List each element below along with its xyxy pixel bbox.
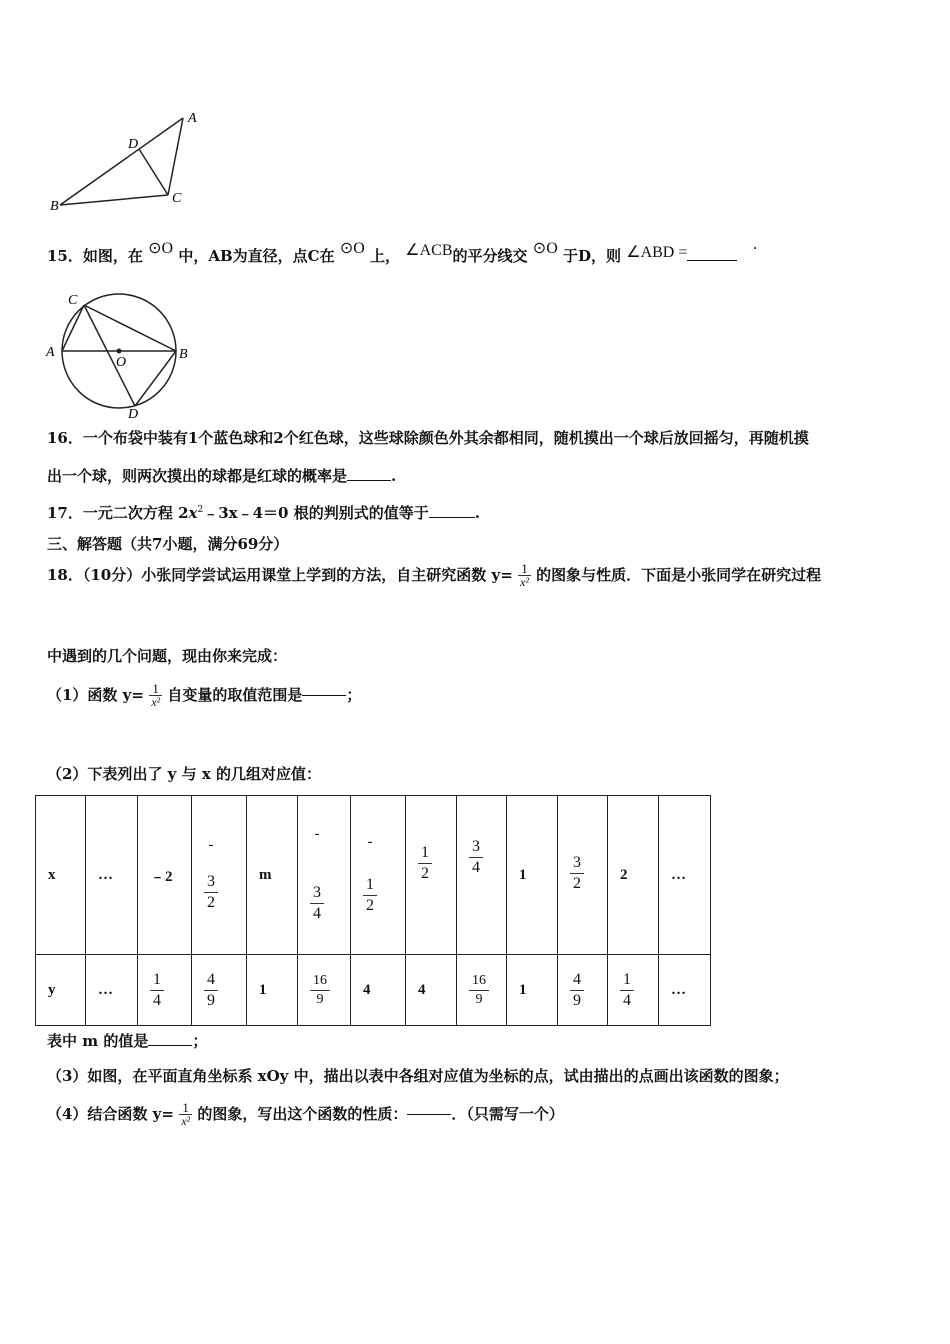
segment-dc <box>139 149 168 195</box>
table-row-y <box>36 955 711 1026</box>
answer-blank[interactable] <box>407 1114 451 1115</box>
y-value-4-9 <box>570 970 584 1011</box>
q16-end: . <box>391 467 397 485</box>
y-label: y <box>48 981 56 998</box>
chord-ac <box>62 305 84 351</box>
table-cell <box>247 955 298 1026</box>
numerator: 16 <box>472 972 486 988</box>
chord-cd <box>84 305 135 406</box>
denominator: 4 <box>620 990 634 1011</box>
y-value: 1 <box>259 981 267 998</box>
x-value-neg-3-4 <box>310 826 324 924</box>
numerator: 1 <box>623 970 631 988</box>
denominator: 9 <box>570 990 584 1011</box>
table-row-x <box>36 796 711 955</box>
answer-blank[interactable] <box>429 517 475 518</box>
table-cell <box>457 955 507 1026</box>
q15-text-5: 于D，则 <box>562 247 621 265</box>
x-label: x <box>48 866 56 883</box>
chord-bd <box>135 351 176 406</box>
table-cell <box>298 796 351 955</box>
label-d: D <box>128 407 139 420</box>
table-cell <box>351 796 406 955</box>
part1-text-2: 自变量的取值范围是 <box>167 686 303 704</box>
triangle-figure <box>40 100 220 220</box>
center-point <box>117 349 122 354</box>
table-cell <box>659 796 711 955</box>
table-cell <box>406 955 457 1026</box>
numerator: 4 <box>573 970 581 988</box>
minus-sign: - <box>314 826 320 842</box>
numerator: 4 <box>207 970 215 988</box>
x-value: ﹣2 <box>150 868 173 885</box>
ellipsis: … <box>671 981 686 998</box>
fraction-numerator: 1 <box>182 1100 189 1115</box>
y-value-4-9 <box>204 970 218 1011</box>
y-value-1-4 <box>150 970 164 1011</box>
y-value-16-9 <box>310 972 330 1009</box>
denominator: 4 <box>150 990 164 1011</box>
fraction <box>310 883 324 924</box>
table-cell <box>86 955 138 1026</box>
x-value-m: m <box>259 866 272 883</box>
denominator: 2 <box>363 895 377 916</box>
q17-exponent: 2 <box>197 505 204 515</box>
label-b: B <box>50 199 59 214</box>
denominator: 4 <box>310 903 324 924</box>
answer-blank[interactable] <box>687 260 737 261</box>
question-16-line-1: 16．一个布袋中装有1个蓝色球和2个红色球，这些球除颜色外其余都相同，随机摸出一个球后放回摇匀，再随机摸 <box>47 429 809 447</box>
q15-text-1: 如图，在 <box>82 247 143 265</box>
label-c: C <box>172 191 182 206</box>
table-cell <box>138 955 192 1026</box>
minus-sign: - <box>367 834 373 850</box>
label-b: B <box>179 347 188 362</box>
question-18-line-1 <box>47 562 821 588</box>
numerator: 16 <box>313 972 327 988</box>
part4-end: ．（只需写一个） <box>451 1105 564 1123</box>
table-cell <box>659 955 711 1026</box>
q16-text: 出一个球，则两次摸出的球都是红球的概率是 <box>47 467 348 485</box>
table-cell <box>36 796 86 955</box>
answer-blank[interactable] <box>148 1045 192 1046</box>
denominator: 9 <box>310 990 330 1009</box>
minus-sign: - <box>208 837 214 853</box>
numerator: 3 <box>313 884 321 901</box>
q17-text-2: ﹣3x﹣4＝0 根的判别式的值等于 <box>203 504 429 522</box>
table-cell <box>298 955 351 1026</box>
table-cell <box>192 955 247 1026</box>
q15-text-4: 的平分线交 <box>452 247 528 265</box>
section-title: 三、解答题（共7小题，满分69分） <box>47 535 289 553</box>
q15-text-3: 上， <box>370 247 401 265</box>
m-question-text: 表中 m 的值是 <box>47 1032 149 1050</box>
question-15 <box>47 239 758 267</box>
question-17 <box>47 500 480 523</box>
function-fraction <box>149 682 162 708</box>
part4-text-1: （4）结合函数 y= <box>47 1105 174 1123</box>
denominator: 4 <box>469 857 483 878</box>
question-18-line-2: 中遇到的几个问题，现由你来完成： <box>47 647 288 665</box>
label-a: A <box>46 345 55 360</box>
x-value: 1 <box>519 866 527 883</box>
ellipsis: … <box>98 981 113 998</box>
segment-bc <box>60 195 168 205</box>
ellipsis: … <box>98 866 113 883</box>
label-c: C <box>68 293 78 308</box>
chord-cb <box>84 305 176 351</box>
q15-text-2: 中，AB为直径，点C在 <box>178 247 335 265</box>
label-o: O <box>116 355 127 370</box>
x-value-1-2 <box>418 843 432 884</box>
table-cell <box>247 796 298 955</box>
label-a: A <box>188 111 197 126</box>
numerator: 1 <box>366 876 374 893</box>
question-18-part-3: （3）如图，在平面直角坐标系 xOy 中，描出以表中各组对应值为坐标的点，试由描出的点画出该函数的图象； <box>47 1067 789 1085</box>
table-cell <box>558 955 608 1026</box>
function-fraction <box>179 1101 192 1127</box>
fraction-numerator: 1 <box>521 561 528 576</box>
fraction-denominator: x² <box>520 575 529 589</box>
denominator: 2 <box>570 873 584 894</box>
circle-o-symbol: ⊙O <box>532 240 558 257</box>
part1-end: ； <box>346 686 362 704</box>
m-question-end: ； <box>192 1032 208 1050</box>
q15-end: · <box>752 239 758 257</box>
q15-number: 15． <box>47 247 83 265</box>
part1-text-1: （1）函数 y= <box>47 686 144 704</box>
answer-blank[interactable] <box>347 480 391 481</box>
segment-ac <box>168 118 183 195</box>
q17-text-1: 17．一元二次方程 2 <box>47 504 189 522</box>
table-cell <box>192 796 247 955</box>
y-value: 1 <box>519 981 527 998</box>
table-cell <box>406 796 457 955</box>
table-cell <box>507 955 558 1026</box>
m-question <box>47 1031 207 1051</box>
table-cell <box>608 796 659 955</box>
q18-text-2: 的图象与性质．下面是小张同学在研究过程 <box>536 566 822 584</box>
denominator: 9 <box>204 990 218 1011</box>
x-value-neg-3-2 <box>204 837 218 913</box>
fraction-numerator: 1 <box>152 681 159 696</box>
circle-o-symbol: ⊙O <box>339 240 365 257</box>
question-18-part-1 <box>47 682 361 708</box>
denominator: 2 <box>418 863 432 884</box>
fraction <box>363 875 377 916</box>
numerator: 3 <box>472 837 480 855</box>
table-cell <box>558 796 608 955</box>
x-value-neg-1-2 <box>363 834 377 916</box>
table-cell <box>138 796 192 955</box>
denominator: 9 <box>469 990 489 1009</box>
fraction-denominator: x² <box>151 695 161 709</box>
answer-blank[interactable] <box>302 695 346 696</box>
circle-o-symbol: ⊙O <box>148 240 174 257</box>
question-18-part-2: （2）下表列出了 y 与 x 的几组对应值： <box>47 765 321 783</box>
numerator: 1 <box>421 843 429 861</box>
table-cell <box>351 955 406 1026</box>
table-cell <box>36 955 86 1026</box>
table-cell <box>457 796 507 955</box>
numerator: 3 <box>573 853 581 871</box>
ellipsis: … <box>671 866 686 883</box>
x-value-3-2 <box>570 853 584 894</box>
q18-text-1: 18．（10分）小张同学尝试运用课堂上学到的方法，自主研究函数 y= <box>47 566 513 584</box>
table-cell <box>86 796 138 955</box>
question-16-line-2 <box>47 466 396 486</box>
table-cell <box>507 796 558 955</box>
fraction <box>204 872 218 913</box>
angle-acb-symbol: ∠ACB <box>405 242 453 259</box>
y-value-1-4 <box>620 970 634 1011</box>
function-fraction <box>518 562 531 588</box>
y-value-16-9 <box>469 972 489 1009</box>
x-value-3-4 <box>469 837 483 878</box>
y-value: 4 <box>418 981 426 998</box>
angle-abd-symbol: ∠ABD = <box>626 244 688 261</box>
fraction-denominator: x² <box>181 1114 191 1128</box>
numerator: 3 <box>207 873 215 890</box>
x-value: 2 <box>620 866 628 883</box>
question-18-part-4 <box>47 1101 564 1127</box>
table-cell <box>608 955 659 1026</box>
values-table <box>35 795 711 1026</box>
y-value: 4 <box>363 981 371 998</box>
label-d: D <box>128 137 139 152</box>
circle-figure <box>40 288 200 420</box>
q17-var-x: x <box>188 504 198 522</box>
numerator: 1 <box>153 970 161 988</box>
part4-text-2: 的图象，写出这个函数的性质： <box>197 1105 408 1123</box>
segment-ba <box>60 118 183 205</box>
denominator: 2 <box>204 892 218 913</box>
q17-end: . <box>474 504 480 522</box>
